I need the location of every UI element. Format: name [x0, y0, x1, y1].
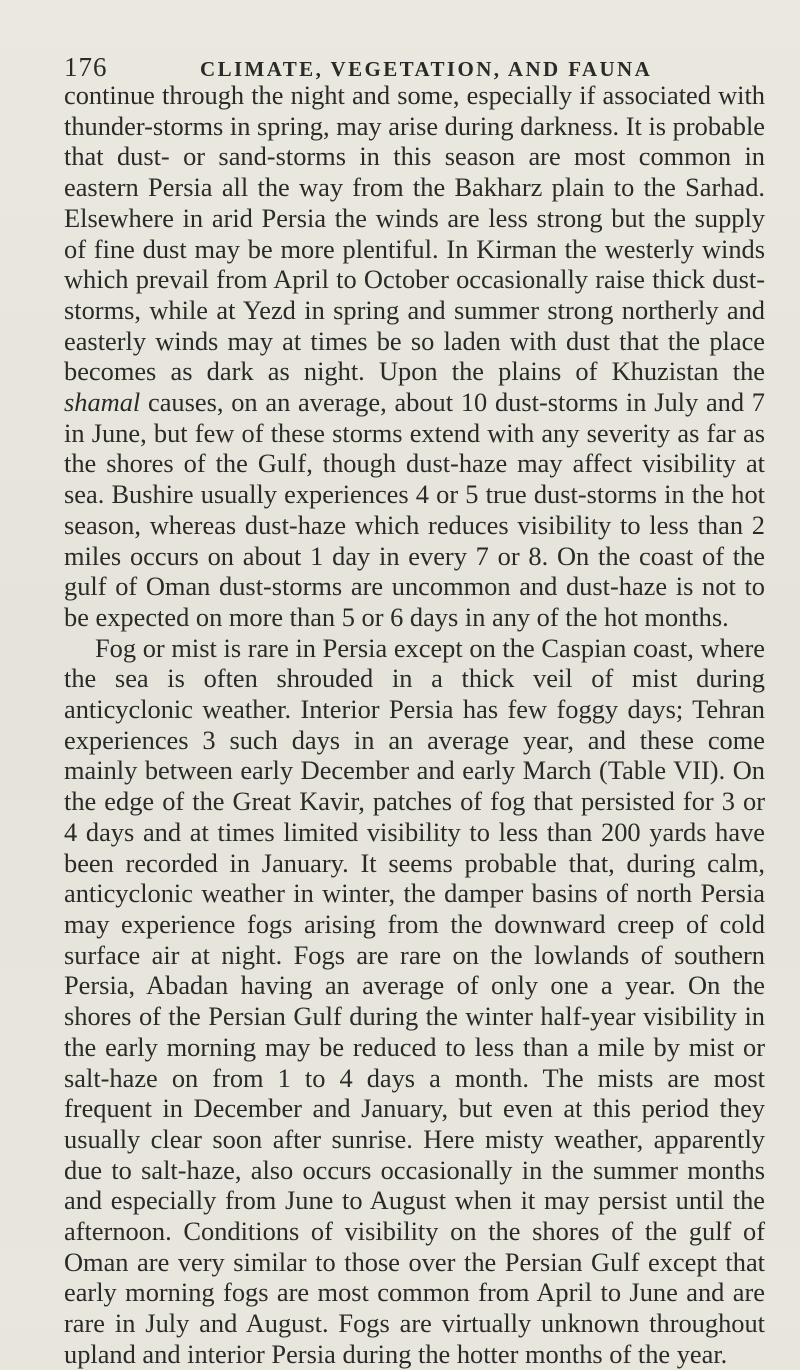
body-text — [64, 80, 765, 1370]
page-number: 176 — [64, 52, 108, 82]
italic-term: shamal — [64, 387, 141, 418]
paragraph-dust-storms — [64, 80, 765, 633]
paragraph-text: causes, on an average, about 10 dust-storms in July and 7 in June, but few of these storms extend with any severity as far as the shores of the Gulf, though dust-haze may affect visibility at sea. Bushire usually experiences 4 or 5 true dust-storms in the hot season, whereas dust-haze which reduces visibility to less than 2 miles occurs on about 1 day in every 7 or 8. On the coast of the gulf of Oman dust-storms are uncommon and dust-haze is not to be expected on more than 5 or 6 days in any of the hot months. — [64, 387, 765, 632]
running-title: CLIMATE, VEGETATION, AND FAUNA — [200, 57, 653, 81]
paragraph-fog-mist: Fog or mist is rare in Persia except on the Caspian coast, where the sea is often shrouded in a thick veil of mist during anticyclonic weather. Interior Persia has few foggy days; Tehran experiences 3 such days in an average year, and these come mainly between early December and early March (Table VII). On the edge of the Great Kavir, patches of fog that persisted for 3 or 4 days and at times limited visibility to less than 200 yards have been recorded in January. It seems probable that, during calm, anticyclonic weather in winter, the damper basins of north Persia may experience fogs arising from the downward creep of cold surface air at night. Fogs are rare on the lowlands of southern Persia, Abadan having an average of only one a year. On the shores of the Persian Gulf during the winter half-year visibility in the early morning may be reduced to less than a mile by mist or salt-haze on from 1 to 4 days a month. The mists are most frequent in December and January, but even at this period they usually clear soon after sunrise. Here misty weather, apparently due to salt-haze, also occurs occasionally in the summer months and especially from June to August when it may persist until the afternoon. Conditions of visibility on the shores of the gulf of Oman are very similar to those over the Persian Gulf except that early morning fogs are most common from April to June and are rare in July and August. Fogs are virtually unknown throughout upland and interior Persia during the hotter months of the year. — [64, 632, 765, 1369]
paragraph-text: continue through the night and some, especially if associated with thunder-storms in spring, may arise during darkness. It is probable that dust- or sand-storms in this season are most common in eastern Persia all the way from the Bakharz plain to the Sarhad. Elsewhere in arid Persia the winds are less strong but the supply of fine dust may be more plentiful. In Kirman the westerly winds which prevail from April to October occasionally raise thick dust-storms, while at Yezd in spring and summer strong northerly and easterly winds may at times be so laden with dust that the place becomes as dark as night. Upon the plains of Khuzistan the — [64, 80, 765, 387]
